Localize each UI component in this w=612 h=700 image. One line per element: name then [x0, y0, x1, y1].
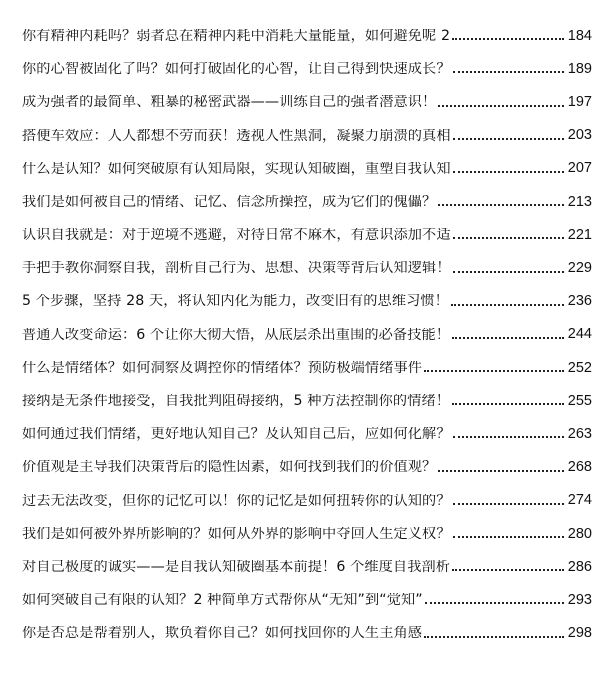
toc-entry[interactable] [22, 315, 592, 348]
toc-dot-leader [452, 37, 564, 40]
toc-entry[interactable] [22, 613, 592, 646]
toc-entry[interactable] [22, 580, 592, 613]
toc-entry-title: 你的心智被固化了吗？如何打破固化的心智，让自己得到快速成长？ [22, 62, 451, 78]
toc-entry-title: 你是否总是帮着别人，欺负着你自己？如何找回你的人生主角感 [22, 626, 423, 642]
toc-entry[interactable] [22, 414, 592, 447]
toc-dot-leader [424, 635, 564, 638]
toc-dot-leader [453, 137, 564, 140]
toc-dot-leader [453, 502, 564, 505]
toc-dot-leader [452, 568, 564, 571]
toc-entry[interactable] [22, 149, 592, 182]
toc-dot-leader [453, 236, 564, 239]
toc-dot-leader [453, 170, 564, 173]
toc-entry-page-number: 229 [567, 260, 592, 276]
toc-entry-page-number: 189 [567, 60, 592, 77]
toc-dot-leader [453, 535, 564, 538]
toc-entry[interactable] [22, 49, 592, 82]
toc-entry-title: 什么是认知？如何突破原有认知局限，实现认知破圈，重塑自我认知 [22, 161, 451, 177]
toc-dot-leader [452, 402, 564, 405]
toc-dot-leader [424, 369, 564, 372]
toc-entry-title: 如何通过我们情绪，更好地认知自己？及认知自己后，应如何化解？ [22, 427, 451, 443]
toc-entry[interactable] [22, 182, 592, 215]
toc-entry-title: 过去无法改变，但你的记忆可以！你的记忆是如何扭转你的认知的？ [22, 493, 451, 509]
toc-entry-title: 手把手教你洞察自我，剖析自己行为、思想、决策等背后认知逻辑！ [22, 261, 451, 277]
toc-entry-title: 如何突破自己有限的认知？2 种简单方式帮你从“无知”到“觉知” [22, 593, 423, 609]
toc-entry-title: 你有精神内耗吗？弱者总在精神内耗中消耗大量能量，如何避免呢 2 [22, 28, 451, 44]
toc-entry-page-number: 280 [567, 525, 592, 542]
toc-entry-title: 认识自我就是：对于逆境不逃避，对待日常不麻木，有意识添加不适 [22, 228, 451, 244]
toc-entry-page-number: 263 [567, 425, 592, 442]
toc-entry[interactable] [22, 348, 592, 381]
toc-entry-title: 搭便车效应：人人都想不劳而获！透视人性黑洞，凝聚力崩溃的真相 [22, 128, 451, 144]
toc-entry-title: 接纳是无条件地接受，自我批判阻碍接纳，5 种方法控制你的情绪！ [22, 394, 451, 410]
toc-entry[interactable] [22, 447, 592, 480]
toc-entry-page-number: 252 [567, 359, 592, 376]
toc-dot-leader [425, 601, 564, 604]
toc-entry-page-number: 244 [567, 326, 592, 343]
toc-entry-page-number: 255 [567, 392, 592, 409]
toc-entry-page-number: 213 [567, 193, 592, 210]
toc-entry-page-number: 236 [567, 293, 592, 310]
toc-entry-title: 成为强者的最简单、粗暴的秘密武器——训练自己的强者潜意识！ [22, 95, 437, 111]
toc-entry[interactable] [22, 481, 592, 514]
toc-entry[interactable] [22, 82, 592, 115]
toc-entry[interactable] [22, 16, 592, 49]
toc-entry-page-number: 298 [567, 625, 592, 642]
toc-dot-leader [438, 469, 564, 472]
toc-entry-page-number: 268 [567, 459, 592, 476]
toc-entry-title: 什么是情绪体？如何洞察及调控你的情绪体？预防极端情绪事件 [22, 360, 423, 376]
toc-entry-title: 我们是如何被外界所影响的？如何从外界的影响中夺回人生定义权？ [22, 526, 451, 542]
toc-entry[interactable] [22, 381, 592, 414]
toc-entry-page-number: 221 [567, 226, 592, 243]
toc-entry[interactable] [22, 248, 592, 281]
table-of-contents [22, 16, 592, 647]
toc-dot-leader [453, 435, 564, 438]
toc-entry[interactable] [22, 514, 592, 547]
toc-entry-page-number: 274 [567, 492, 592, 509]
toc-entry-page-number: 293 [567, 591, 592, 608]
toc-entry[interactable] [22, 547, 592, 580]
toc-entry-page-number: 286 [567, 558, 592, 575]
toc-dot-leader [438, 203, 564, 206]
toc-entry[interactable] [22, 215, 592, 248]
toc-entry-page-number: 203 [567, 127, 592, 144]
toc-entry-title: 5 个步骤，坚持 28 天，将认知内化为能力，改变旧有的思维习惯！ [22, 294, 449, 310]
toc-entry-page-number: 197 [567, 94, 592, 111]
toc-entry-page-number: 184 [567, 27, 592, 44]
toc-entry-title: 价值观是主导我们决策背后的隐性因素，如何找到我们的价值观？ [22, 460, 437, 476]
toc-dot-leader [453, 70, 564, 73]
toc-entry-title: 我们是如何被自己的情绪、记忆、信念所操控，成为它们的傀儡？ [22, 194, 437, 210]
toc-entry[interactable] [22, 282, 592, 315]
toc-entry-title: 对自己极度的诚实——是自我认知破圈基本前提！6 个维度自我剖析 [22, 559, 451, 575]
toc-dot-leader [451, 303, 564, 306]
toc-entry[interactable] [22, 116, 592, 149]
toc-dot-leader [453, 270, 564, 273]
toc-dot-leader [438, 104, 564, 107]
toc-dot-leader [452, 336, 564, 339]
toc-entry-title: 普通人改变命运：6 个让你大彻大悟，从底层杀出重围的必备技能！ [22, 327, 451, 343]
toc-entry-page-number: 207 [567, 160, 592, 177]
